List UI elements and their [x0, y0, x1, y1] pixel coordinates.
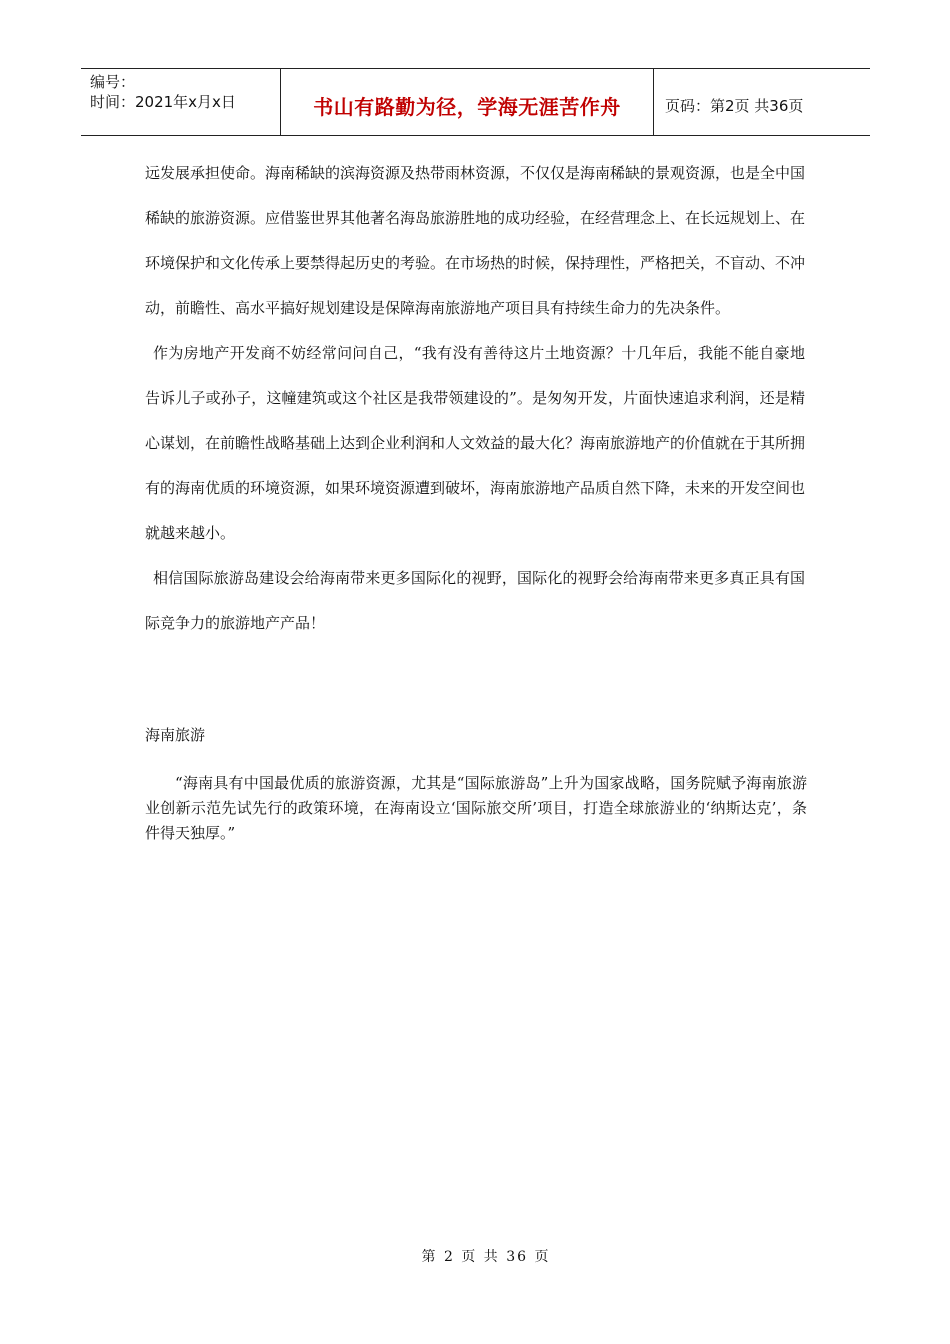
body-text [145, 151, 805, 646]
paragraph-2: 作为房地产开发商不妨经常问问自己，“我有没有善待这片土地资源？十几年后，我能不能自豪地告诉儿子或孙子，这幢建筑或这个社区是我带领建设的”。是匆匆开发，片面快速追求利润，还是精心谋划，在前瞻性战略基础上达到企业利润和人文效益的最大化？海南旅游地产的价值就在于其所拥有的海南优质的环境资源，如果环境资源遭到破坏，海南旅游地产品质自然下降，未来的开发空间也就越来越小。 [145, 344, 806, 542]
quote-paragraph: “海南具有中国最优质的旅游资源，尤其是“国际旅游岛”上升为国家战略，国务院赋予海南旅游业创新示范先试先行的政策环境，在海南设立‘国际旅交所’项目，打造全球旅游业的‘纳斯达克’，条件得天独厚。” [145, 774, 807, 842]
page-footer: 第 2 页 共 36 页 [421, 1249, 551, 1265]
header-meta [81, 69, 281, 135]
header-page-info: 页码：第2页 共36页 [665, 96, 804, 115]
paragraph-3: 相信国际旅游岛建设会给海南带来更多国际化的视野，国际化的视野会给海南带来更多真正具有国际竞争力的旅游地产产品！ [145, 569, 805, 632]
document-number-label: 编号： [90, 73, 136, 91]
section-title: 海南旅游 [145, 726, 206, 744]
paragraph-1: 远发展承担使命。海南稀缺的滨海资源及热带雨林资源，不仅仅是海南稀缺的景观资源，也是全中国稀缺的旅游资源。应借鉴世界其他著名海岛旅游胜地的成功经验，在经营理念上、在长远规划上、在环境保护和文化传承上要禁得起历史的考验。在市场热的时候，保持理性，严格把关，不盲动、不冲动，前瞻性、高水平搞好规划建设是保障海南旅游地产项目具有持续生命力的先决条件。 [145, 164, 806, 317]
document-date: 时间：2021年x月x日 [90, 93, 236, 111]
header-motto: 书山有路勤为径，学海无涯苦作舟 [281, 69, 654, 135]
page-header [81, 68, 870, 136]
